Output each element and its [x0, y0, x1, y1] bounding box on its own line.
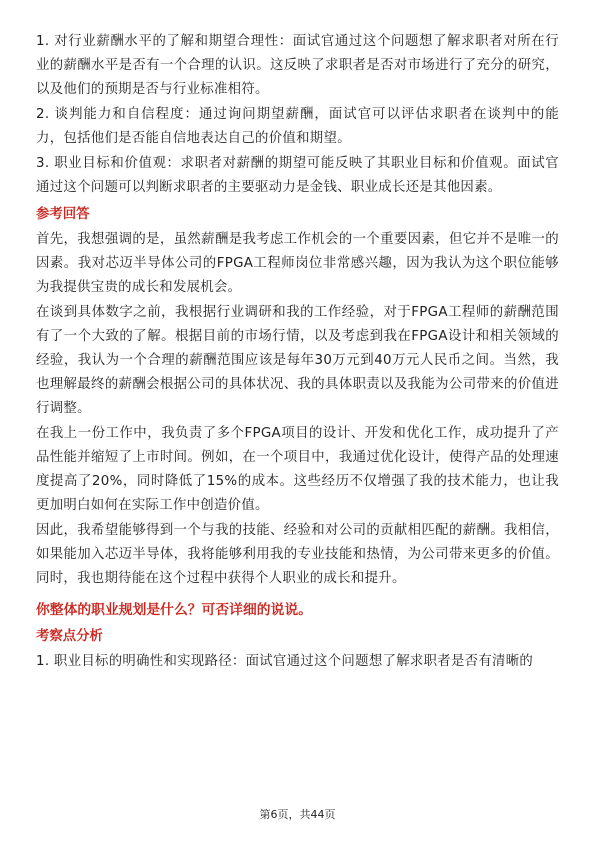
evaluation-point-1: 1. 对行业薪酬水平的了解和期望合理性：面试官通过这个问题想了解求职者对所在行业的薪酬水平是否有一个合理的认识。这反映了求职者是否对市场进行了充分的研究，以及他们的预期是否与行业标准相符。 — [36, 34, 559, 97]
answer-paragraph-2: 在谈到具体数字之前，我根据行业调研和我的工作经验，对于FPGA工程师的薪酬范围有了一个大致的了解。根据目前的市场行情，以及考虑到我在FPGA设计和相关领域的经验，我认为一个合理的薪酬范围应该是每年30万元到40万元人民币之间。当然，我也理解最终的薪酬会根据公司的具体状况、我的具体职责以及我能为公司带来的价值进行调整。 — [36, 305, 559, 416]
evaluation-point-2: 2. 谈判能力和自信程度：通过询问期望薪酬，面试官可以评估求职者在谈判中的能力，包括他们是否能自信地表达自己的价值和期望。 — [36, 107, 559, 146]
analysis-heading: 考察点分析 — [36, 629, 103, 644]
analysis-point-1: 1. 职业目标的明确性和实现路径：面试官通过这个问题想了解求职者是否有清晰的 — [36, 654, 534, 669]
page-number: 第6页，共44页 — [259, 808, 336, 821]
answer-paragraph-1: 首先，我想强调的是，虽然薪酬是我考虑工作机会的一个重要因素，但它并不是唯一的因素。我对芯迈半导体公司的FPGA工程师岗位非常感兴趣，因为我认为这个职位能够为我提供宝贵的成长和发展机会。 — [36, 232, 559, 295]
answer-heading: 参考回答 — [36, 207, 90, 222]
answer-paragraph-4: 因此，我希望能够得到一个与我的技能、经验和对公司的贡献相匹配的薪酬。我相信，如果能加入芯迈半导体，我将能够利用我的专业技能和热情，为公司带来更多的价值。同时，我也期待能在这个过程中获得个人职业的成长和提升。 — [36, 523, 559, 586]
evaluation-point-3: 3. 职业目标和价值观：求职者对薪酬的期望可能反映了其职业目标和价值观。面试官通过这个问题可以判断求职者的主要驱动力是金钱、职业成长还是其他因素。 — [36, 156, 559, 195]
page-content — [36, 30, 559, 675]
next-question-title: 你整体的职业规划是什么？可否详细的说说。 — [36, 602, 312, 618]
answer-paragraph-3: 在我上一份工作中，我负责了多个FPGA项目的设计、开发和优化工作，成功提升了产品性能并缩短了上市时间。例如，在一个项目中，我通过优化设计，使得产品的处理速度提高了20%，同时降低了15%的成本。这些经历不仅增强了我的技术能力，也让我更加明白如何在实际工作中创造价值。 — [36, 426, 559, 513]
